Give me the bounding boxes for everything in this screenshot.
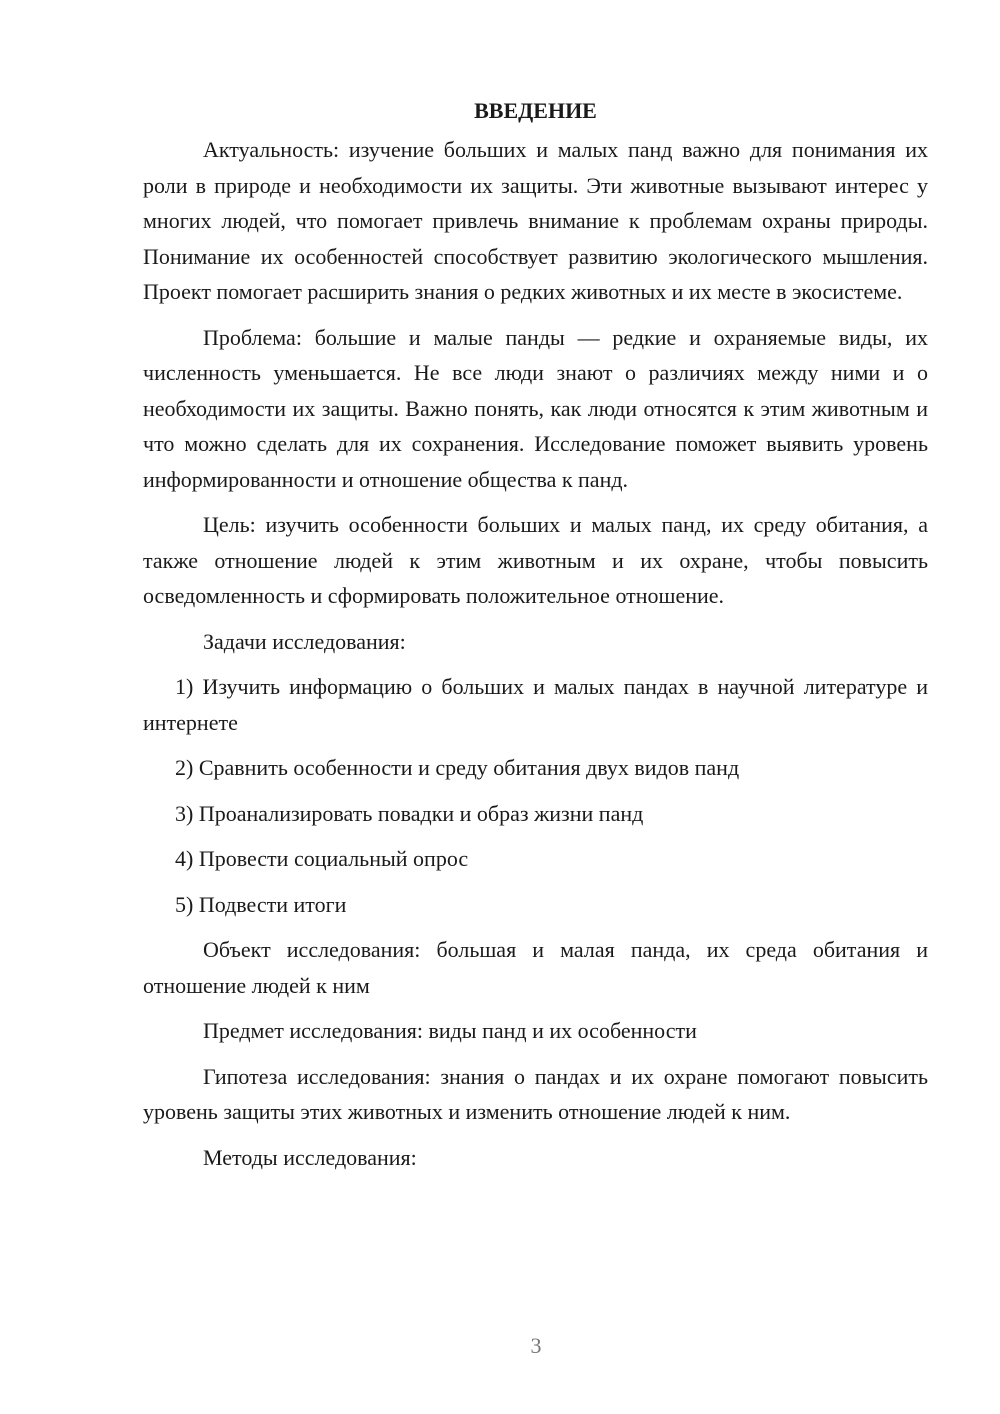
task-item: 2) Сравнить особенности и среду обитания двух видов панд: [175, 755, 740, 780]
page-number: 3: [530, 1333, 542, 1358]
task-item: 1) Изучить информацию о больших и малых пандах в научной литературе и интернете: [143, 674, 928, 735]
paragraph-object: Объект исследования: большая и малая панда, их среда обитания и отношение людей к ним: [143, 937, 928, 998]
paragraph-relevance: Актуальность: изучение больших и малых панд важно для понимания их роли в природе и необходимости их защиты. Эти животные вызывают интерес у многих людей, что помогает привлечь внимание к проблемам охраны природы. Понимание их особенностей способствует развитию экологического мышления. Проект помогает расширить знания о редких животных и их месте в экосистеме.: [143, 137, 928, 304]
methods-heading: Методы исследования:: [203, 1144, 417, 1170]
section-title: ВВЕДЕНИЕ: [474, 98, 597, 123]
tasks-heading: Задачи исследования:: [203, 628, 406, 654]
paragraph-subject: Предмет исследования: виды панд и их особенности: [203, 1018, 697, 1043]
page-content: [143, 96, 928, 1185]
paragraph-hypothesis: Гипотеза исследования: знания о пандах и их охране помогают повысить уровень защиты этих животных и изменить отношение людей к ним.: [143, 1063, 928, 1124]
task-item: 4) Провести социальный опрос: [175, 846, 469, 871]
task-item: 3) Проанализировать повадки и образ жизни панд: [175, 800, 644, 826]
paragraph-problem: Проблема: большие и малые панды — редкие и охраняемые виды, их численность уменьшается. Не все люди знают о различиях между ними и о необходимости их защиты. Важно понять, как люди относятся к этим животным и что можно сделать для их сохранения. Исследование поможет выявить уровень информированности и отношение общества к панд.: [143, 324, 928, 492]
paragraph-goal: Цель: изучить особенности больших и малых панд, их среду обитания, а также отношение людей к этим животным и их охране, чтобы повысить осведомленность и сформировать положительное отношение.: [143, 512, 928, 608]
task-item: 5) Подвести итоги: [175, 891, 347, 917]
